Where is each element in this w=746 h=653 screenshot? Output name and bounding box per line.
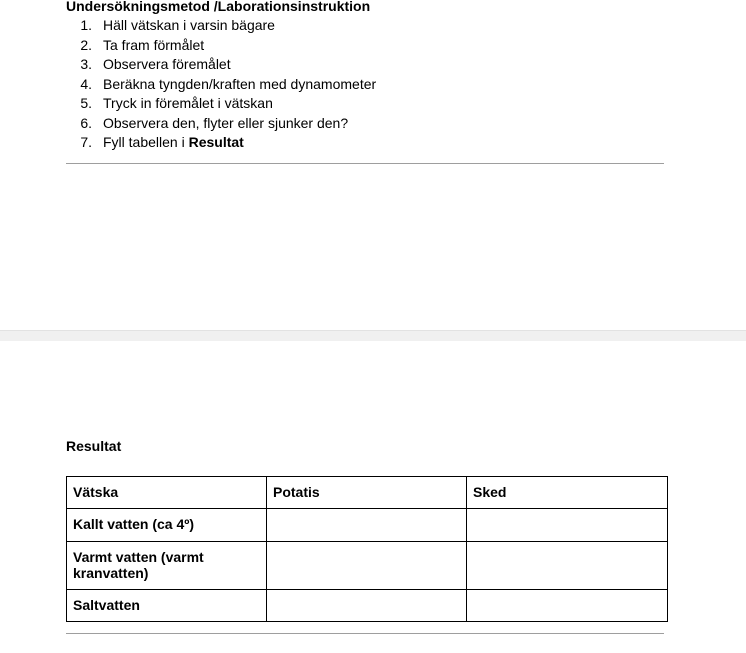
table-cell-label: Saltvatten — [67, 590, 267, 622]
list-number: 2. — [80, 36, 92, 53]
table-cell-empty[interactable] — [467, 590, 668, 622]
page-break — [0, 330, 746, 341]
list-item — [66, 16, 376, 36]
list-number: 7. — [80, 134, 92, 150]
list-number: 6. — [80, 114, 92, 131]
list-text — [103, 133, 244, 153]
table-row — [67, 509, 668, 542]
table-cell-label: Varmt vatten (varmt kranvatten) — [67, 542, 267, 590]
table-cell-empty[interactable] — [267, 542, 467, 590]
list-text: Häll vätskan i varsin bägare — [103, 17, 275, 33]
list-item — [66, 55, 376, 75]
table-cell-empty[interactable] — [467, 542, 668, 590]
table-cell-label: Kallt vatten (ca 4º) — [67, 509, 267, 542]
list-text: Observera den, flyter eller sjunker den? — [103, 114, 349, 131]
list-item — [66, 114, 376, 134]
list-text: Observera föremålet — [103, 56, 231, 72]
list-text-bold: Resultat — [188, 134, 244, 150]
list-item — [66, 133, 376, 153]
table-header-row — [67, 477, 668, 509]
document-page-bottom — [0, 341, 746, 653]
list-text: Ta fram förmålet — [103, 36, 205, 53]
list-number: 3. — [80, 56, 92, 72]
horizontal-rule — [66, 633, 664, 634]
table-header-cell: Sked — [467, 477, 668, 509]
list-number: 4. — [80, 75, 92, 92]
list-number: 5. — [80, 95, 92, 111]
table-cell-empty[interactable] — [467, 509, 668, 542]
list-item — [66, 75, 376, 95]
list-item — [66, 36, 376, 56]
table-row — [67, 542, 668, 590]
list-text: Tryck in föremålet i vätskan — [103, 95, 273, 111]
result-heading: Resultat — [66, 438, 122, 454]
list-text: Beräkna tyngden/kraften med dynamometer — [103, 75, 377, 92]
list-item — [66, 94, 376, 114]
horizontal-rule — [66, 163, 664, 164]
table-row — [67, 590, 668, 622]
table-cell-empty[interactable] — [267, 509, 467, 542]
method-heading: Undersökningsmetod /Laborationsinstruktion — [66, 0, 371, 14]
result-table — [66, 476, 668, 622]
list-number: 1. — [80, 17, 92, 33]
list-text-plain: Fyll tabellen i — [103, 134, 189, 150]
instruction-list — [66, 16, 376, 153]
table-header-cell: Vätska — [67, 477, 267, 509]
table-header-cell: Potatis — [267, 477, 467, 509]
table-cell-empty[interactable] — [267, 590, 467, 622]
